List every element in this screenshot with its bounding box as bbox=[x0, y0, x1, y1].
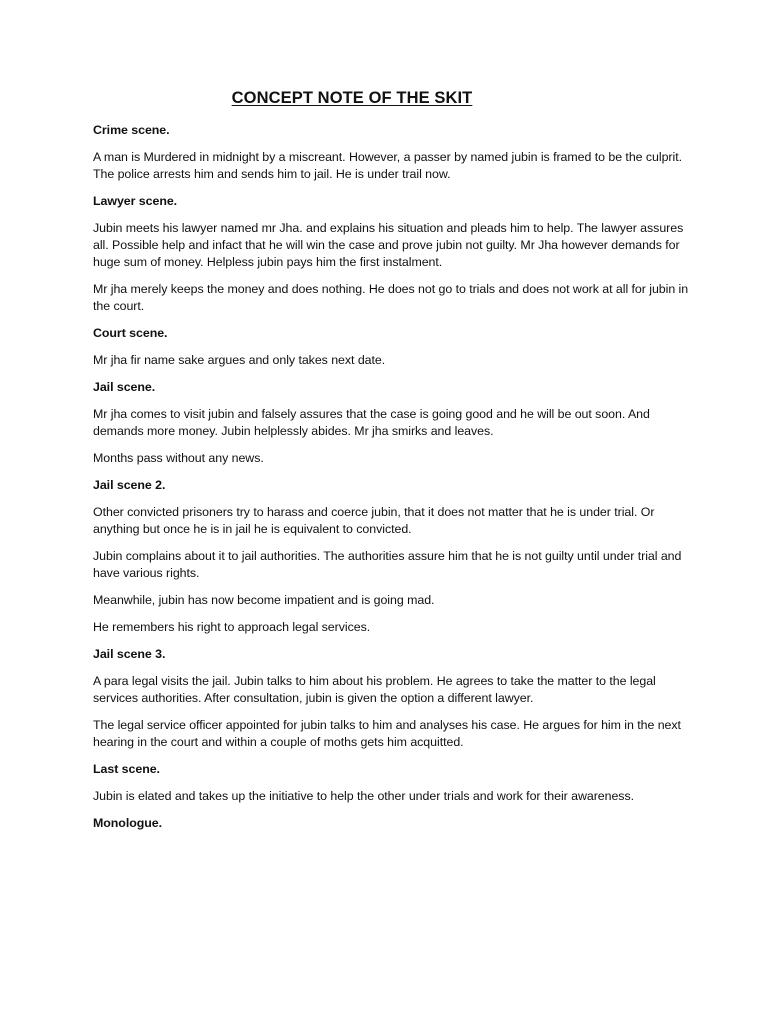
document-title: CONCEPT NOTE OF THE SKIT bbox=[231, 89, 473, 107]
paragraph: Mr jha fir name sake argues and only takes next date. bbox=[93, 353, 386, 367]
document-body bbox=[93, 122, 691, 842]
paragraph: Mr jha comes to visit jubin and falsely assures that the case is going good and he will be out soon. And demands more money. Jubin helplessly abides. Mr jha smirks and leaves. bbox=[93, 407, 650, 438]
paragraph: Jubin complains about it to jail authorities. The authorities assure him that he is not guilty until under trial and have various rights. bbox=[93, 549, 682, 580]
section-heading-jail-scene-2: Jail scene 2. bbox=[93, 478, 166, 492]
paragraph: A para legal visits the jail. Jubin talks to him about his problem. He agrees to take the matter to the legal services authorities. After consultation, jubin is given the option a different lawyer. bbox=[93, 674, 656, 705]
paragraph: He remembers his right to approach legal services. bbox=[93, 620, 371, 634]
paragraph: Other convicted prisoners try to harass and coerce jubin, that it does not matter that he is under trial. Or anything but once he is in jail he is equivalent to convicted. bbox=[93, 505, 655, 536]
paragraph: Mr jha merely keeps the money and does nothing. He does not go to trials and does not work at all for jubin in the court. bbox=[93, 282, 689, 313]
paragraph: The legal service officer appointed for jubin talks to him and analyses his case. He argues for him in the next hearing in the court and within a couple of moths gets him acquitted. bbox=[93, 718, 681, 749]
paragraph: A man is Murdered in midnight by a miscreant. However, a passer by named jubin is framed to be the culprit. The police arrests him and sends him to jail. He is under trail now. bbox=[93, 150, 682, 181]
paragraph: Months pass without any news. bbox=[93, 451, 264, 465]
section-heading-crime-scene: Crime scene. bbox=[93, 123, 170, 137]
section-heading-last-scene: Last scene. bbox=[93, 762, 160, 776]
paragraph: Jubin is elated and takes up the initiative to help the other under trials and work for their awareness. bbox=[93, 789, 634, 803]
paragraph: Meanwhile, jubin has now become impatient and is going mad. bbox=[93, 593, 435, 607]
section-heading-jail-scene: Jail scene. bbox=[93, 380, 156, 394]
paragraph: Jubin meets his lawyer named mr Jha. and explains his situation and pleads him to help. The lawyer assures all. Possible help and infact that he will win the case and prove jubin not guilty. Mr Jha however demands for huge sum of money. Helpless jubin pays him the first instalment. bbox=[93, 221, 684, 269]
section-heading-monologue: Monologue. bbox=[93, 816, 163, 830]
section-heading-lawyer-scene: Lawyer scene. bbox=[93, 194, 178, 208]
section-heading-court-scene: Court scene. bbox=[93, 326, 168, 340]
section-heading-jail-scene-3: Jail scene 3. bbox=[93, 647, 166, 661]
